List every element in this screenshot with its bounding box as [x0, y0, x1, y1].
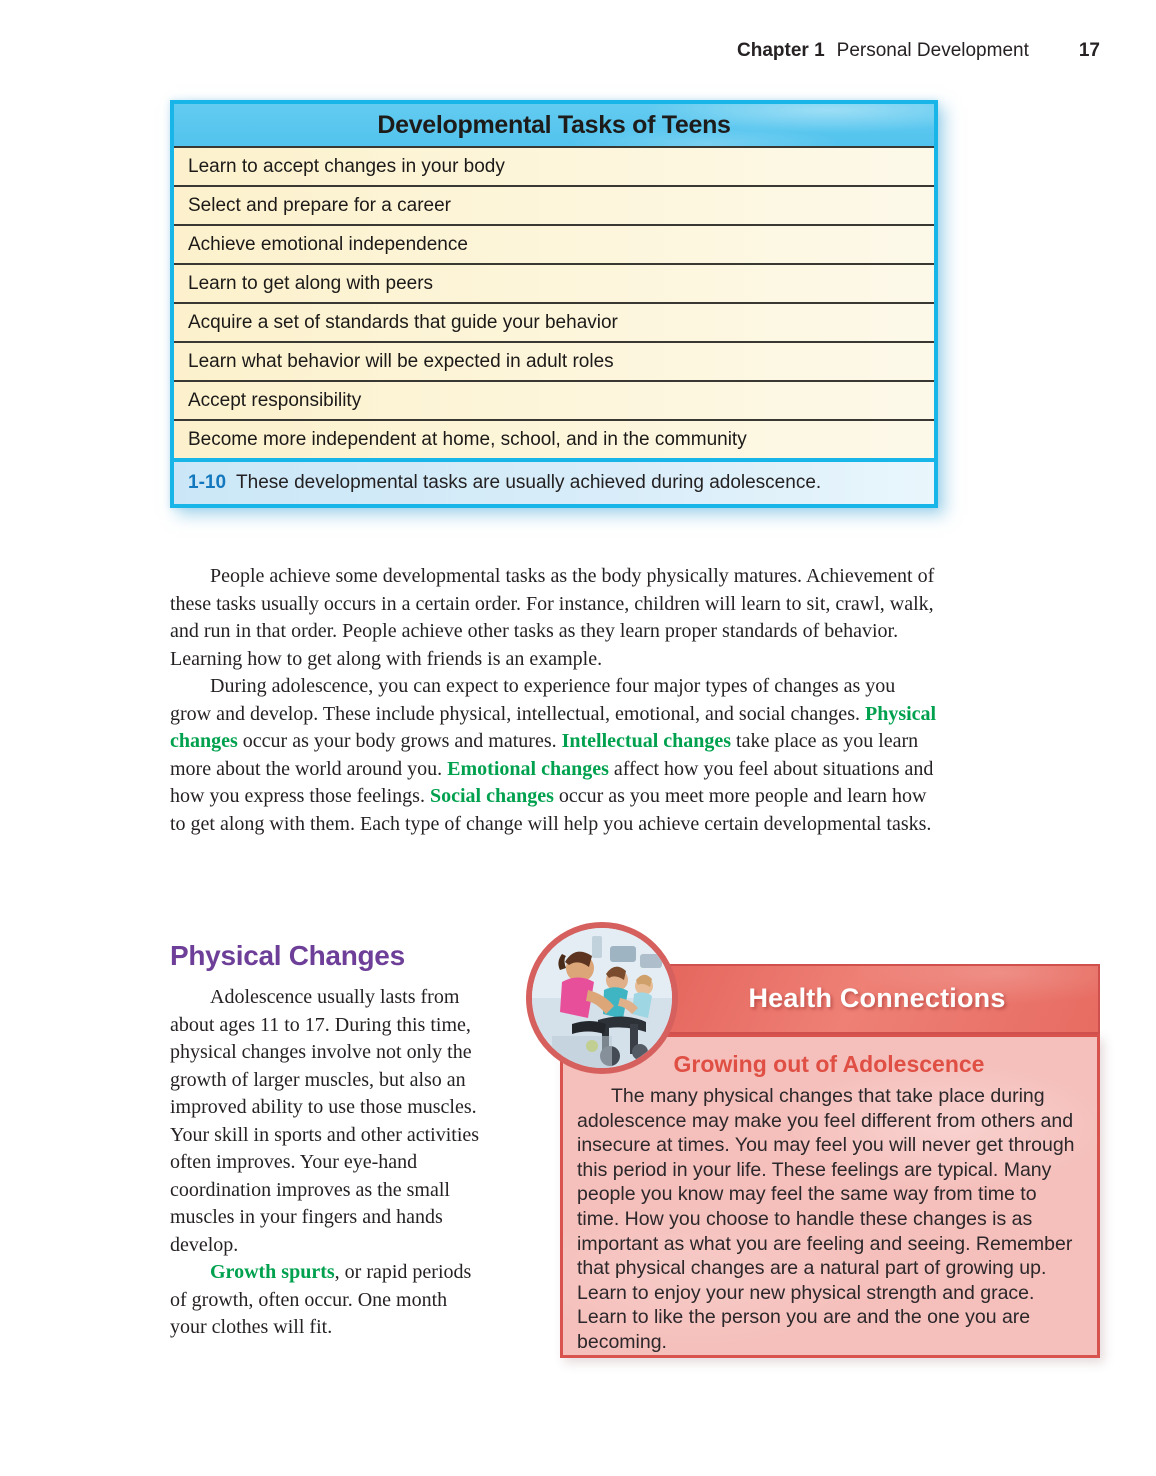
figure-caption-text: These developmental tasks are usually achieved during adolescence.: [236, 472, 822, 493]
physical-changes-paragraph-1: Adolescence usually lasts from about ages 11 to 17. During this time, physical changes involve not only the growth of larger muscles, but also an improved ability to use those muscles. Your skill in sports and other activities often improves. Your eye-hand coordination improves as the small muscles in your fingers and hands develop.: [170, 986, 480, 1256]
text-run: take place as you learn more about the world around you.: [170, 730, 919, 780]
page-number: 17: [1078, 40, 1100, 61]
table-row: Accept responsibility: [174, 380, 934, 419]
intro-paragraph-2: [170, 673, 940, 838]
key-term-emotional-changes: Emotional changes: [447, 757, 609, 780]
figure-caption: [174, 458, 934, 504]
physical-changes-heading: Physical Changes: [170, 940, 405, 971]
key-term-growth-spurts: Growth spurts: [210, 1261, 335, 1283]
physical-changes-paragraph-2: [170, 1259, 486, 1342]
key-term-intellectual-changes: Intellectual changes: [561, 730, 732, 752]
table-row: Learn to accept changes in your body: [174, 146, 934, 185]
developmental-tasks-table: [170, 100, 938, 508]
running-head: [737, 40, 1100, 62]
gym-cycling-photo-art: [532, 928, 672, 1068]
health-connections-box: [560, 1034, 1100, 1358]
text-run: affect how you feel about situations and how you express those feelings.: [170, 757, 934, 807]
gym-cycling-photo: [526, 922, 678, 1074]
table-row: Learn what behavior will be expected in adult roles: [174, 341, 934, 380]
figure-caption-number: 1-10: [188, 472, 227, 493]
table-row: Become more independent at home, school, and in the community: [174, 419, 934, 458]
health-connections-subheading: Growing out of Adolescence: [673, 1051, 985, 1077]
text-run: During adolescence, you can expect to experience four major types of changes as you grow and develop. These include physical, intellectual, emotional, and social changes.: [170, 675, 896, 725]
health-connections-banner: Health Connections: [654, 964, 1100, 1034]
table-row: Acquire a set of standards that guide your behavior: [174, 302, 934, 341]
key-term-social-changes: Social changes: [429, 785, 554, 807]
key-term-physical-changes: Physical changes: [170, 702, 937, 752]
section-title: Personal Development: [836, 40, 1029, 61]
chapter-label: Chapter 1: [737, 40, 825, 61]
intro-paragraph-1: People achieve some developmental tasks as the body physically matures. Achievement of these tasks usually occurs in a certain order. For instance, children will learn to sit, crawl, walk, and run in that order. People achieve other tasks as they learn proper standards of behavior. Learning how to get along with friends is an example.: [170, 565, 935, 670]
table-row: Achieve emotional independence: [174, 224, 934, 263]
table-row: Learn to get along with peers: [174, 263, 934, 302]
text-run: occur as you meet more people and learn how to get along with them. Each type of change will help you achieve certain developmental tasks.: [170, 785, 932, 835]
intro-copy: [170, 563, 940, 838]
table-title: Developmental Tasks of Teens: [174, 104, 934, 146]
health-connections-text: The many physical changes that take place during adolescence may make you feel different from others and insecure at times. You may feel you will never get through this period in your life. These feelings are typical. Many people you know may feel the same way from time to time. How you choose to handle these changes is as important as what you are feeling and seeing. Remember that physical changes are a natural part of growing up. Learn to enjoy your new physical strength and grace. Learn to like the person you are and the one you are becoming.: [577, 1085, 1075, 1353]
table-row: Select and prepare for a career: [174, 185, 934, 224]
text-run: occur as your body grows and matures.: [237, 730, 562, 752]
physical-changes-copy: [170, 984, 486, 1342]
text-run: , or rapid periods of growth, often occur. One month your clothes will fit.: [170, 1261, 472, 1338]
